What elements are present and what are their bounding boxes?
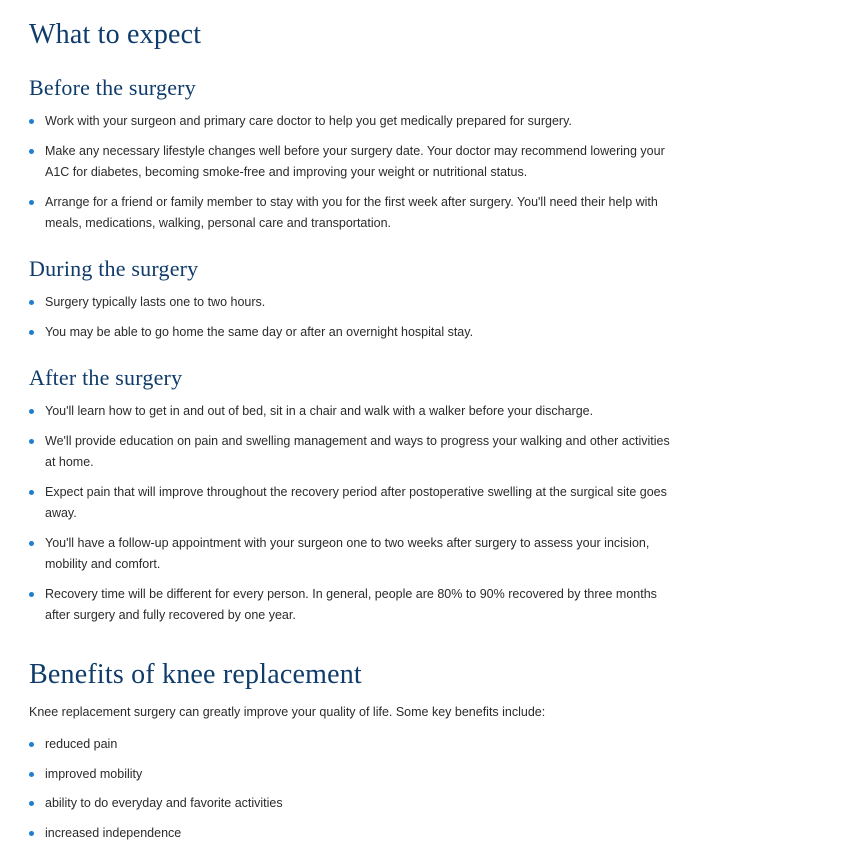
list-item — [29, 141, 674, 184]
list-item — [29, 111, 674, 133]
benefits-list — [29, 734, 674, 852]
list-item-text: reduced pain — [45, 737, 118, 751]
list-item-text: You'll have a follow-up appointment with your surgeon one to two weeks after surgery to assess your incision, mobility and comfort. — [45, 535, 650, 571]
list-item-text: ability to do everyday and favorite activities — [45, 796, 283, 810]
list-item — [29, 734, 674, 756]
bullet-icon — [29, 541, 34, 546]
what-to-expect-title: What to expect — [29, 19, 202, 50]
before-surgery-heading: Before the surgery — [29, 75, 196, 100]
bullet-icon — [29, 772, 34, 777]
after-surgery-heading: After the surgery — [29, 365, 183, 390]
during-surgery-list — [29, 292, 674, 351]
list-item — [29, 322, 674, 344]
list-item-text: Surgery typically lasts one to two hours. — [45, 295, 266, 309]
list-item-text: Make any necessary lifestyle changes well before your surgery date. Your doctor may recommend lowering your A1C for diabetes, becoming smoke-free and improving your weight or nutritional status. — [45, 143, 665, 179]
list-item-text: Arrange for a friend or family member to stay with you for the first week after surgery. You'll need their help with meals, medications, walking, personal care and transportation. — [45, 194, 658, 230]
list-item-text: Expect pain that will improve throughout the recovery period after postoperative swelling at the surgical site goes away. — [45, 484, 667, 520]
list-item-text: We'll provide education on pain and swelling management and ways to progress your walking and other activities at home. — [45, 433, 670, 469]
bullet-icon — [29, 409, 34, 414]
list-item — [29, 584, 674, 627]
bullet-icon — [29, 831, 34, 836]
list-item — [29, 482, 674, 525]
list-item — [29, 192, 674, 235]
bullet-icon — [29, 300, 34, 305]
list-item — [29, 793, 674, 815]
list-item — [29, 401, 674, 423]
bullet-icon — [29, 119, 34, 124]
list-item-text: You may be able to go home the same day or after an overnight hospital stay. — [45, 324, 474, 339]
list-item-text: Recovery time will be different for every person. In general, people are 80% to 90% recovered by three months after surgery and fully recovered by one year. — [45, 586, 657, 622]
bullet-icon — [29, 200, 34, 205]
bullet-icon — [29, 801, 34, 806]
bullet-icon — [29, 490, 34, 495]
bullet-icon — [29, 149, 34, 154]
list-item — [29, 431, 674, 474]
bullet-icon — [29, 330, 34, 335]
list-item-text: improved mobility — [45, 766, 143, 781]
list-item-text: Work with your surgeon and primary care doctor to help you get medically prepared for surgery. — [45, 114, 572, 128]
list-item-text: You'll learn how to get in and out of bed, sit in a chair and walk with a walker before your discharge. — [45, 404, 594, 418]
list-item — [29, 764, 674, 786]
benefits-title: Benefits of knee replacement — [29, 659, 362, 690]
benefits-intro: Knee replacement surgery can greatly improve your quality of life. Some key benefits include: — [29, 705, 546, 719]
list-item — [29, 292, 674, 314]
list-item — [29, 533, 674, 576]
bullet-icon — [29, 439, 34, 444]
during-surgery-heading: During the surgery — [29, 256, 199, 281]
before-surgery-list — [29, 111, 674, 243]
bullet-icon — [29, 742, 34, 747]
after-surgery-list — [29, 401, 674, 635]
list-item — [29, 823, 674, 845]
list-item-text: increased independence — [45, 825, 182, 840]
bullet-icon — [29, 592, 34, 597]
